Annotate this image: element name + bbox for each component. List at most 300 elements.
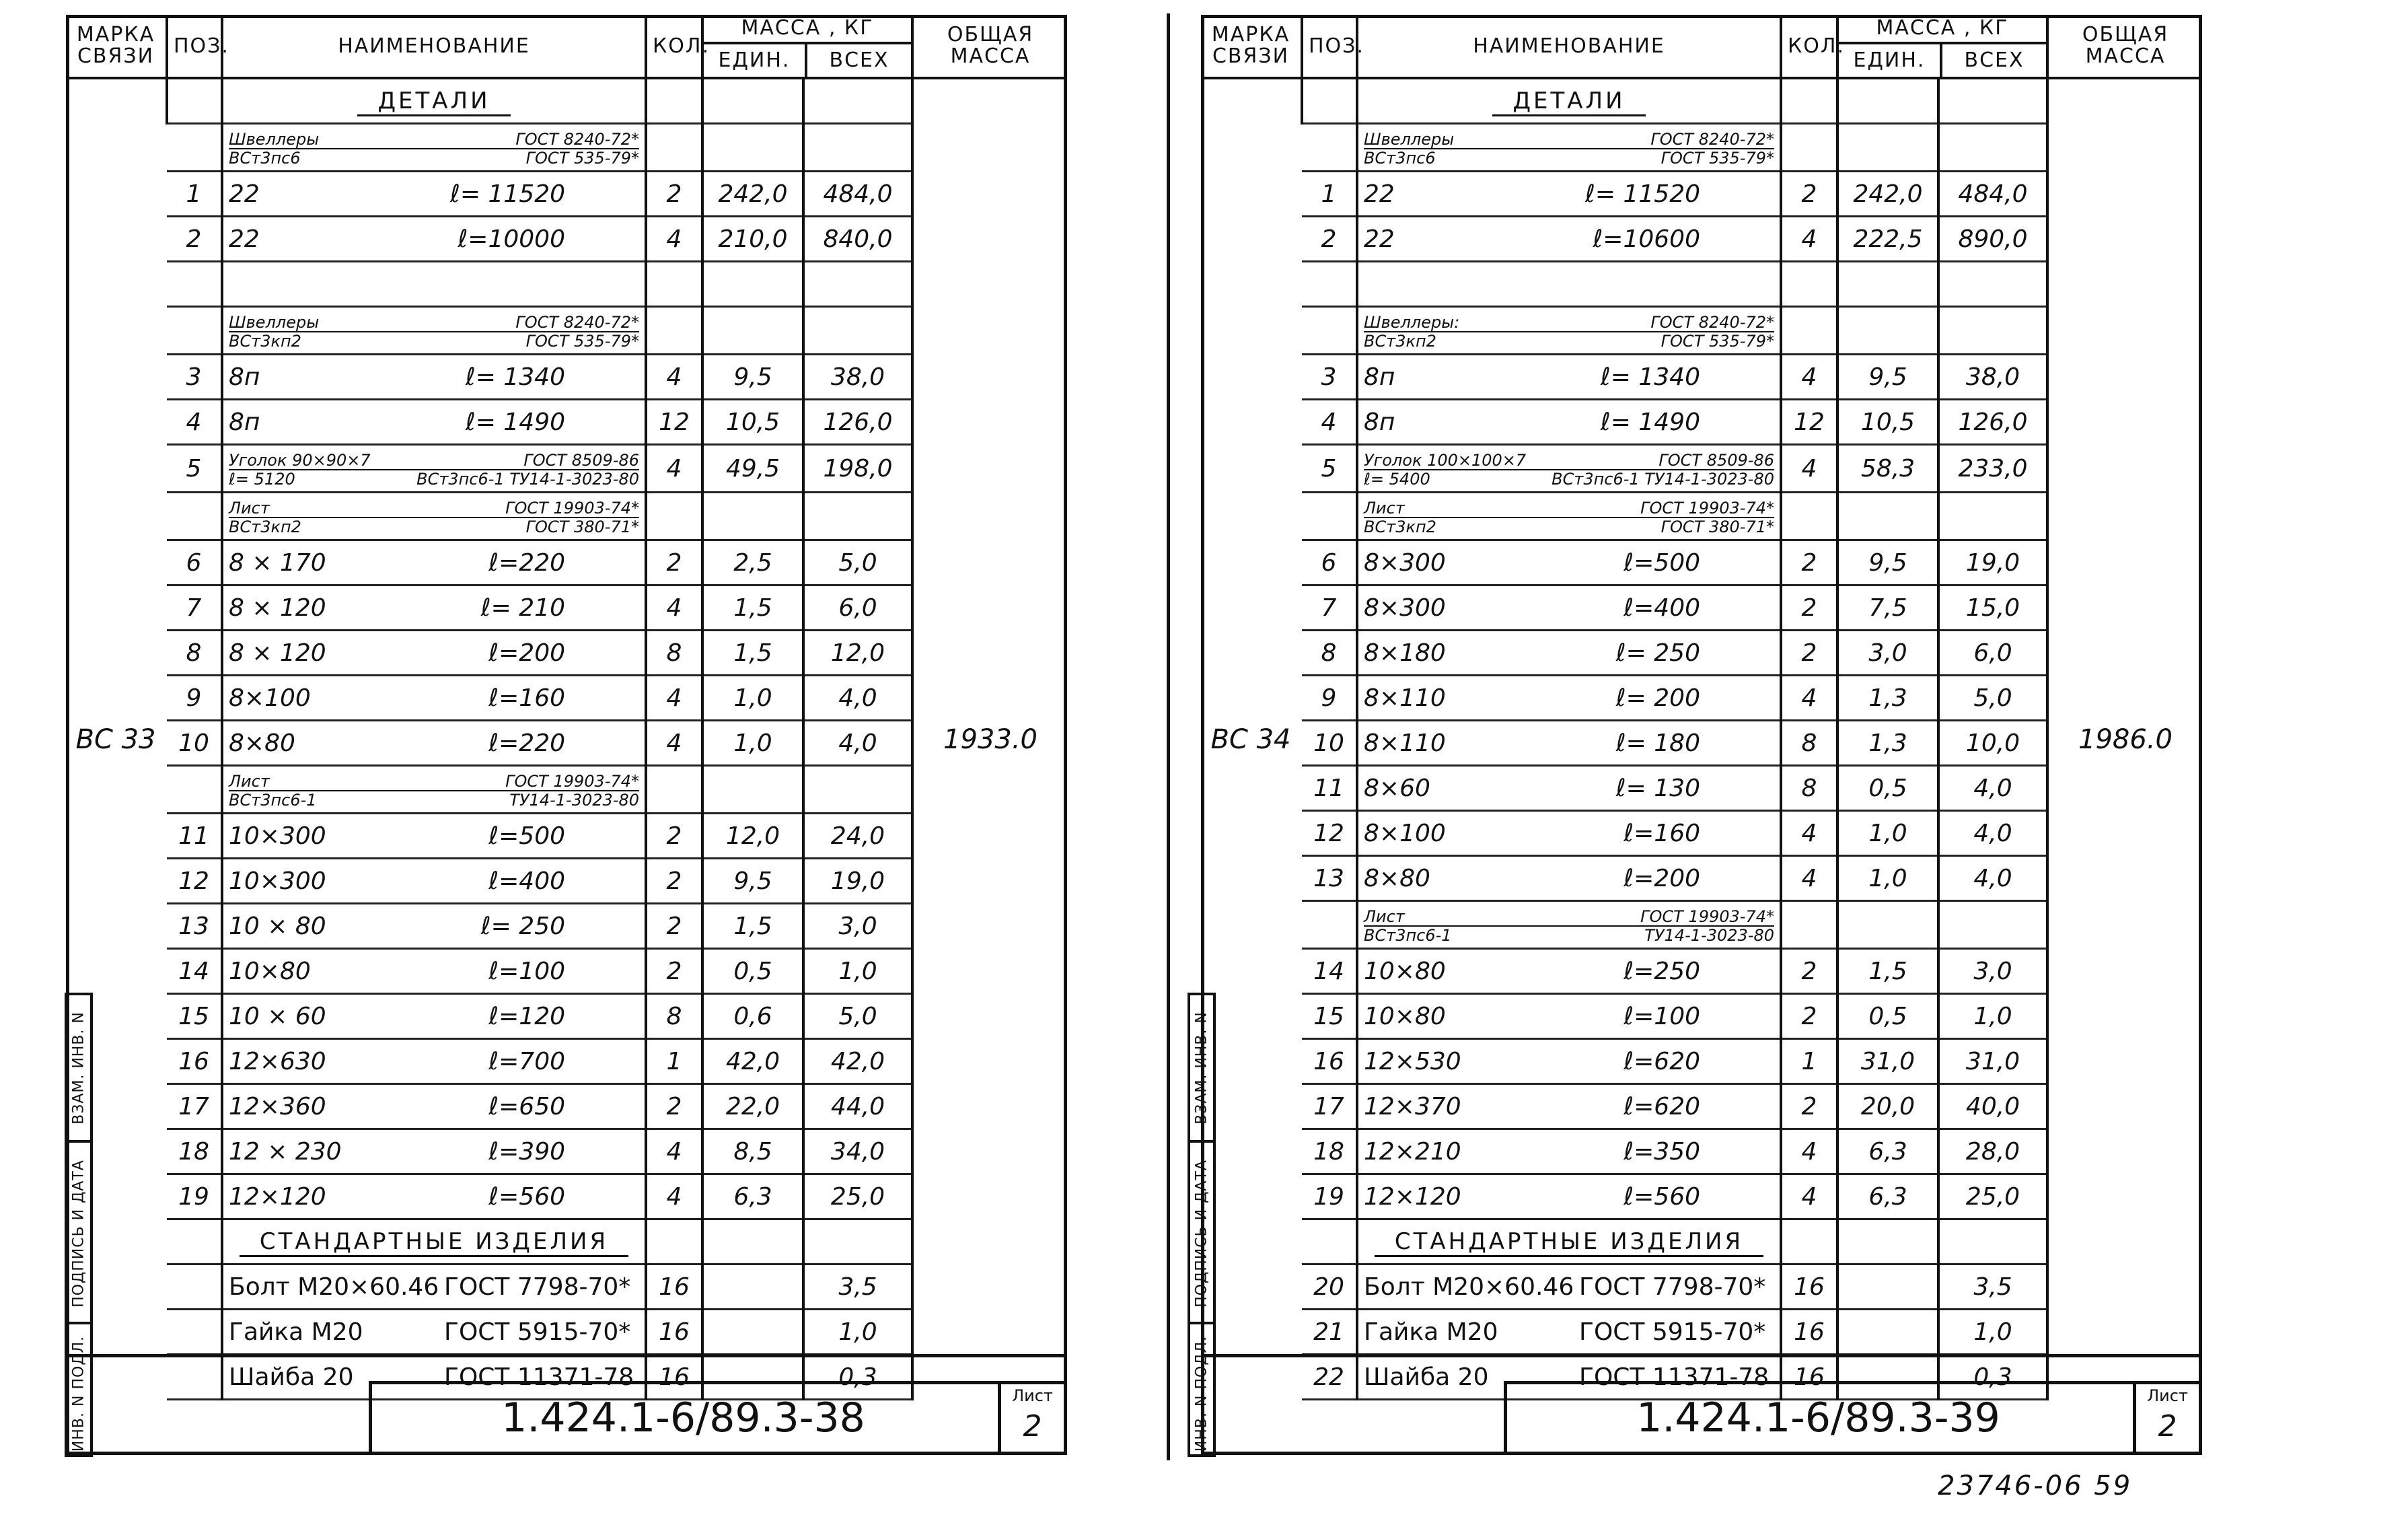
row-name-wrap [1364, 549, 1774, 577]
name-standard: ГОСТ 8240-72* [1650, 313, 1774, 332]
row-name-compound [1357, 493, 1781, 540]
side-label-inv: ИНВ. N ПОДЛ. [70, 1335, 87, 1452]
name-length: ℓ=620 [1623, 1092, 1700, 1120]
name-line-2 [229, 791, 639, 809]
row-total-mass: 3,5 [803, 1265, 912, 1310]
row-name [1357, 721, 1781, 766]
row-name-wrap [1364, 225, 1774, 253]
row-quantity: 16 [1781, 1355, 1837, 1400]
name-standard: ГОСТ 8509-86 [1658, 451, 1774, 470]
name-profile: 10×300 [229, 867, 326, 895]
name-line-2 [1364, 927, 1774, 944]
row-total-mass: 890,0 [1938, 217, 2047, 262]
spec-table [1201, 15, 2202, 1400]
row-name-wrap [1364, 958, 1774, 985]
name-line-2 [1364, 149, 1774, 167]
row-name-wrap [1364, 1093, 1774, 1120]
row-quantity: 4 [1781, 217, 1837, 262]
name-profile: 8×110 [1364, 684, 1446, 712]
name-standard: ГОСТ 8240-72* [515, 130, 639, 149]
name-spec: ГОСТ 535-79* [1661, 149, 1774, 168]
row-name [1357, 400, 1781, 445]
row-quantity: 2 [646, 949, 702, 994]
side-label-sign: ПОДПИСЬ И ДАТА [1193, 1160, 1210, 1308]
name-line-2 [229, 332, 639, 350]
table-header [66, 15, 1067, 78]
row-name-wrap [1364, 865, 1774, 892]
row-unit-mass [1837, 493, 1938, 540]
row-position: 11 [1302, 766, 1357, 811]
section-title-text: СТАНДАРТНЫЕ ИЗДЕЛИЯ [1375, 1228, 1763, 1257]
row-total-mass [803, 307, 912, 355]
row-position: 13 [167, 904, 222, 949]
row-name [222, 721, 646, 766]
row-unit-mass [702, 124, 803, 172]
row-name-compound [222, 766, 646, 814]
name-profile: 8п [229, 363, 260, 391]
name-length: ℓ=120 [488, 1002, 565, 1030]
row-name [222, 904, 646, 949]
row-total-mass: 25,0 [803, 1174, 912, 1219]
name-length: ℓ=160 [488, 684, 565, 712]
row-name [1357, 540, 1781, 585]
row-name-compound [1357, 307, 1781, 355]
row-unit-mass: 1,3 [1837, 721, 1938, 766]
row-total-mass: 6,0 [803, 585, 912, 631]
header-total: ОБЩАЯ МАССА [912, 15, 1067, 78]
row-unit-mass: 2,5 [702, 540, 803, 585]
row-position: 20 [1302, 1265, 1357, 1310]
row-quantity: 2 [646, 1084, 702, 1129]
row-total-mass: 484,0 [803, 172, 912, 217]
row-position [1302, 124, 1357, 172]
side-cell-replace [67, 995, 90, 1140]
name-length: ℓ=560 [1623, 1182, 1700, 1211]
row-position: 5 [167, 445, 222, 493]
row-quantity: 2 [1781, 585, 1837, 631]
row-unit-mass: 242,0 [702, 172, 803, 217]
name-profile: 12 × 230 [229, 1137, 342, 1166]
name-spec: ГОСТ 380-71* [525, 518, 639, 536]
row-name [1357, 1174, 1781, 1219]
row-position: 3 [167, 355, 222, 400]
name-standard: ГОСТ 19903-74* [505, 772, 639, 791]
name-line-1 [1364, 314, 1774, 332]
row-quantity: 2 [646, 172, 702, 217]
name-material: Уголок 100×100×7 [1364, 451, 1527, 470]
row-position: 9 [1302, 676, 1357, 721]
row-unit-mass [702, 262, 803, 307]
row-quantity [1781, 124, 1837, 172]
header-all: ВСЕХ [1964, 48, 2024, 72]
row-total-mass [803, 766, 912, 814]
name-profile: Болт М20×60.46 [229, 1273, 439, 1301]
row-position: 8 [1302, 631, 1357, 676]
name-profile: 8 × 120 [229, 639, 326, 667]
section-title [222, 78, 646, 124]
row-unit-mass: 9,5 [1837, 355, 1938, 400]
row-total-mass: 44,0 [803, 1084, 912, 1129]
row-unit-mass: 6,3 [1837, 1174, 1938, 1219]
header-mass-sub [704, 44, 911, 77]
row-unit-mass [1837, 262, 1938, 307]
row-name-wrap [229, 1093, 639, 1120]
name-length: ℓ= 210 [480, 594, 565, 622]
row-name [222, 1039, 646, 1084]
name-profile: 8×80 [1364, 864, 1430, 892]
row-position [167, 493, 222, 540]
row-name [1357, 1084, 1781, 1129]
row-quantity: 12 [646, 400, 702, 445]
row-total-mass: 5,0 [803, 994, 912, 1039]
row-name-wrap [1364, 820, 1774, 847]
row-total-mass: 28,0 [1938, 1129, 2047, 1174]
row-unit-mass [1837, 901, 1938, 949]
name-grade: ВСт3кп2 [229, 518, 301, 536]
row-quantity: 2 [1781, 172, 1837, 217]
row-total-mass: 4,0 [1938, 766, 2047, 811]
name-profile: 10 × 60 [229, 1002, 326, 1030]
row-name-compound [1357, 124, 1781, 172]
header-mark: МАРКА СВЯЗИ [1201, 15, 1302, 78]
row-quantity: 4 [1781, 355, 1837, 400]
name-line-1 [229, 773, 639, 791]
row-quantity: 4 [646, 217, 702, 262]
row-position: 12 [167, 859, 222, 904]
name-grade: ℓ= 5400 [1364, 470, 1430, 489]
row-quantity: 16 [646, 1310, 702, 1355]
row-position: 15 [167, 994, 222, 1039]
bracing-mark: ВС 34 [1210, 723, 1291, 755]
row-unit-mass [1837, 1265, 1938, 1310]
row-name-wrap [229, 684, 639, 712]
row-name [1357, 355, 1781, 400]
row-position: 9 [167, 676, 222, 721]
row-unit-mass: 20,0 [1837, 1084, 1938, 1129]
row-name-wrap [229, 1003, 639, 1030]
row-unit-mass: 9,5 [702, 859, 803, 904]
header-unit: ЕДИН. [1839, 44, 1942, 77]
row-total-mass: 15,0 [1938, 585, 2047, 631]
name-line-1 [229, 314, 639, 332]
row-total-mass [1938, 493, 2047, 540]
name-length: ℓ= 130 [1615, 774, 1700, 802]
row-name-wrap [1364, 684, 1774, 712]
row-quantity: 4 [646, 1129, 702, 1174]
bracing-mark: ВС 33 [75, 723, 156, 755]
row-quantity: 2 [646, 859, 702, 904]
row-position: 19 [1302, 1174, 1357, 1219]
row-quantity: 12 [1781, 400, 1837, 445]
row-quantity: 8 [1781, 766, 1837, 811]
side-stamp-right [1188, 993, 1216, 1457]
section-title-text: СТАНДАРТНЫЕ ИЗДЕЛИЯ [240, 1228, 628, 1257]
name-profile: Шайба 20 [1364, 1363, 1489, 1391]
row-quantity: 16 [646, 1265, 702, 1310]
row-unit-mass: 3,0 [1837, 631, 1938, 676]
row-name-wrap [229, 180, 639, 208]
name-length: ℓ=650 [488, 1092, 565, 1120]
row-name [1357, 1039, 1781, 1084]
name-profile: 22 [1364, 180, 1395, 208]
name-standard: ГОСТ 8509-86 [523, 451, 639, 470]
row-unit-mass: 1,0 [1837, 811, 1938, 856]
row-quantity: 4 [1781, 1129, 1837, 1174]
name-profile: 22 [1364, 225, 1395, 253]
row-position [1302, 1219, 1357, 1265]
row-unit-mass [1837, 78, 1938, 124]
name-length: ℓ= 180 [1615, 729, 1700, 757]
name-material: Лист [229, 772, 270, 791]
row-quantity [646, 307, 702, 355]
row-name [222, 1129, 646, 1174]
row-name-wrap [229, 867, 639, 895]
name-profile: 12×360 [229, 1092, 326, 1120]
name-length: ℓ= 250 [1615, 639, 1700, 667]
row-name [1357, 585, 1781, 631]
row-name [1357, 766, 1781, 811]
section-title-text: ДЕТАЛИ [357, 87, 510, 116]
row-name [222, 400, 646, 445]
row-unit-mass [702, 493, 803, 540]
row-total-mass [803, 124, 912, 172]
row-unit-mass: 22,0 [702, 1084, 803, 1129]
name-grade: ВСт3пс6-1 [229, 791, 317, 810]
row-total-mass: 3,5 [1938, 1265, 2047, 1310]
row-name-wrap [229, 958, 639, 985]
name-profile: 10×300 [229, 822, 326, 850]
name-profile: 8×300 [1364, 594, 1446, 622]
archive-number: 23746-06 59 [1938, 1470, 2133, 1501]
row-total-mass: 42,0 [803, 1039, 912, 1084]
row-unit-mass: 0,5 [1837, 766, 1938, 811]
name-profile: 10×80 [1364, 1002, 1446, 1030]
row-position: 4 [1302, 400, 1357, 445]
row-name [1357, 994, 1781, 1039]
row-name-compound [1357, 445, 1781, 493]
row-total-mass: 484,0 [1938, 172, 2047, 217]
name-length: ℓ=500 [488, 822, 565, 850]
row-quantity: 1 [1781, 1039, 1837, 1084]
row-unit-mass: 49,5 [702, 445, 803, 493]
row-name [222, 1174, 646, 1219]
row-unit-mass: 1,5 [702, 585, 803, 631]
row-name-wrap [229, 408, 639, 436]
spec-sheet-left [66, 15, 1068, 1444]
name-profile: 8×100 [1364, 819, 1446, 847]
name-profile: 8 × 120 [229, 594, 326, 622]
row-name-compound [1357, 901, 1781, 949]
row-position: 17 [167, 1084, 222, 1129]
row-total-mass: 10,0 [1938, 721, 2047, 766]
row-total-mass: 40,0 [1938, 1084, 2047, 1129]
name-profile: 8×60 [1364, 774, 1430, 802]
name-profile: 12×120 [229, 1182, 326, 1211]
name-profile: 10×80 [229, 957, 311, 985]
spec-sheet-right [1201, 15, 2203, 1444]
row-position [167, 766, 222, 814]
row-quantity: 4 [646, 721, 702, 766]
side-label-sign: ПОДПИСЬ И ДАТА [70, 1160, 87, 1308]
row-position [1302, 901, 1357, 949]
name-length: ℓ=220 [488, 729, 565, 757]
row-unit-mass: 0,5 [702, 949, 803, 994]
row-total-mass [803, 78, 912, 124]
row-position: 22 [1302, 1355, 1357, 1400]
name-material: Швеллеры [229, 130, 320, 149]
row-total-mass: 6,0 [1938, 631, 2047, 676]
name-grade: ВСт3кп2 [1364, 332, 1436, 351]
row-name-wrap [229, 913, 639, 940]
row-position: 19 [167, 1174, 222, 1219]
name-line-2 [229, 518, 639, 536]
row-total-mass: 840,0 [803, 217, 912, 262]
header-all: ВСЕХ [829, 48, 889, 72]
list-label: Лист [2147, 1386, 2188, 1405]
side-stamp-left [65, 993, 93, 1457]
row-position: 18 [167, 1129, 222, 1174]
row-unit-mass: 210,0 [702, 217, 803, 262]
row-total-mass [1938, 262, 2047, 307]
side-cell-sign [67, 1140, 90, 1324]
row-position: 12 [1302, 811, 1357, 856]
name-profile: Шайба 20 [229, 1363, 354, 1391]
row-name [222, 631, 646, 676]
name-length: ℓ=400 [488, 867, 565, 895]
row-name-wrap [229, 1138, 639, 1166]
row-name [222, 814, 646, 859]
row-quantity [646, 124, 702, 172]
row-name-wrap [229, 1273, 639, 1301]
section-title-text: ДЕТАЛИ [1492, 87, 1645, 116]
name-line-2 [1364, 332, 1774, 350]
name-profile: 8п [1364, 408, 1395, 436]
doc-code: 1.424.1-6/89.3-39 [1636, 1394, 2000, 1441]
row-position: 6 [167, 540, 222, 585]
name-profile: 22 [229, 180, 260, 208]
row-name-wrap [1364, 180, 1774, 208]
row-unit-mass: 1,0 [702, 676, 803, 721]
row-quantity: 2 [646, 904, 702, 949]
row-unit-mass: 1,0 [1837, 856, 1938, 901]
row-unit-mass: 9,5 [1837, 540, 1938, 585]
name-material: Лист [1364, 499, 1405, 518]
row-position: 5 [1302, 445, 1357, 493]
row-unit-mass: 0,6 [702, 994, 803, 1039]
row-name-wrap [1364, 729, 1774, 757]
row-position: 18 [1302, 1129, 1357, 1174]
name-length: ℓ=620 [1623, 1047, 1700, 1075]
row-unit-mass: 42,0 [702, 1039, 803, 1084]
row-unit-mass: 10,5 [702, 400, 803, 445]
name-standard: ГОСТ 8240-72* [1650, 130, 1774, 149]
row-name [1357, 676, 1781, 721]
row-unit-mass: 6,3 [702, 1174, 803, 1219]
row-name-wrap [1364, 1138, 1774, 1166]
name-length: ℓ= 1340 [465, 363, 565, 391]
row-name-wrap [229, 639, 639, 667]
row-unit-mass: 6,3 [1837, 1129, 1938, 1174]
name-profile: 8п [1364, 363, 1395, 391]
row-total-mass: 4,0 [803, 721, 912, 766]
row-total-mass: 126,0 [1938, 400, 2047, 445]
row-position: 17 [1302, 1084, 1357, 1129]
row-name-wrap [229, 363, 639, 391]
name-material: Швеллеры [229, 313, 320, 332]
row-total-mass [1938, 78, 2047, 124]
row-total-mass: 4,0 [1938, 811, 2047, 856]
name-length: ℓ= 11520 [450, 180, 565, 208]
row-name-empty [1357, 262, 1781, 307]
row-position: 3 [1302, 355, 1357, 400]
row-name [1357, 631, 1781, 676]
row-name [222, 540, 646, 585]
name-line-2 [229, 470, 639, 488]
row-unit-mass [1837, 307, 1938, 355]
name-length: ℓ= 1340 [1600, 363, 1700, 391]
name-material: Лист [1364, 907, 1405, 926]
header-mass [1837, 15, 2047, 78]
side-cell-replace [1190, 995, 1213, 1140]
row-name [222, 1310, 646, 1355]
row-name [1357, 1265, 1781, 1310]
header-total: ОБЩАЯ МАССА [2047, 15, 2202, 78]
name-length: ℓ=200 [488, 639, 565, 667]
name-standard: ГОСТ 8240-72* [515, 313, 639, 332]
name-line-2 [1364, 470, 1774, 488]
row-position: 2 [1302, 217, 1357, 262]
side-cell-inv [67, 1322, 90, 1462]
row-total-mass: 233,0 [1938, 445, 2047, 493]
row-total-mass [1938, 901, 2047, 949]
overall-mass: 1986.0 [2047, 78, 2202, 1400]
row-total-mass: 5,0 [1938, 676, 2047, 721]
side-label-inv: ИНВ. N ПОДЛ. [1193, 1335, 1210, 1452]
name-line-1 [229, 499, 639, 518]
row-total-mass: 1,0 [803, 1310, 912, 1355]
row-position [167, 78, 222, 124]
row-name [1357, 172, 1781, 217]
name-spec: ВСт3пс6-1 ТУ14-1-3023-80 [1552, 470, 1774, 489]
name-line-1 [1364, 131, 1774, 149]
row-total-mass: 12,0 [803, 631, 912, 676]
name-material: Швеллеры [1364, 130, 1455, 149]
name-length: ℓ= 200 [1615, 684, 1700, 712]
row-quantity: 2 [646, 540, 702, 585]
row-name [222, 676, 646, 721]
side-label-replace: ВЗАМ. ИНВ. N [1193, 1011, 1210, 1125]
overall-mass: 1933.0 [912, 78, 1067, 1400]
name-line-2 [1364, 518, 1774, 536]
row-quantity: 8 [646, 994, 702, 1039]
row-name-compound [222, 445, 646, 493]
row-name [222, 585, 646, 631]
row-unit-mass [1837, 124, 1938, 172]
name-length: ГОСТ 7798-70* [1579, 1273, 1766, 1301]
row-total-mass: 1,0 [803, 949, 912, 994]
name-length: ℓ=390 [488, 1137, 565, 1166]
row-unit-mass: 58,3 [1837, 445, 1938, 493]
name-profile: 8 × 170 [229, 548, 326, 577]
header-name: НАИМЕНОВАНИЕ [1357, 15, 1781, 78]
name-length: ℓ= 250 [480, 912, 565, 940]
name-length: ℓ=10000 [458, 225, 565, 253]
row-total-mass: 25,0 [1938, 1174, 2047, 1219]
row-position: 10 [167, 721, 222, 766]
name-length: ℓ=700 [488, 1047, 565, 1075]
name-profile: 8×300 [1364, 548, 1446, 577]
row-unit-mass: 1,5 [1837, 949, 1938, 994]
